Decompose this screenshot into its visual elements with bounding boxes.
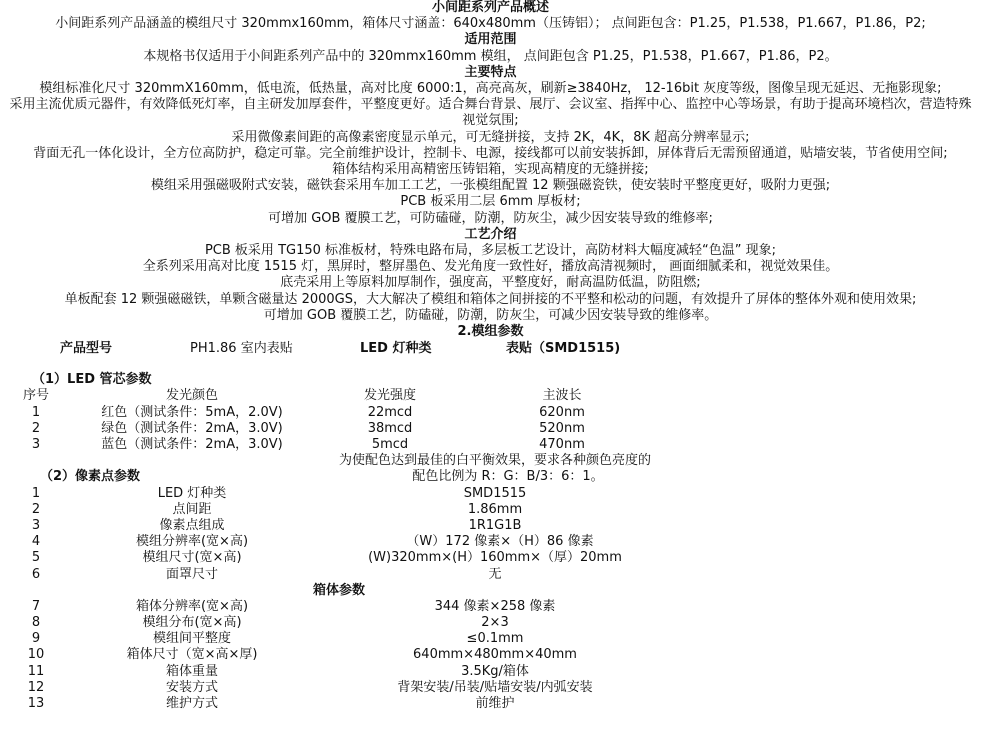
table-row	[12, 647, 969, 663]
cell-color: 红色（测试条件：5mA，2.0V)	[101, 404, 283, 420]
cell-index: 3	[31, 517, 41, 533]
cell-index: 5	[31, 550, 41, 566]
process-title: 工艺介绍	[464, 226, 517, 242]
col-header-index: 序号	[22, 388, 50, 404]
module-title: 2.模组参数	[457, 324, 524, 340]
cell-index: 13	[27, 696, 45, 711]
led-type-label: LED 灯种类	[360, 341, 432, 357]
col-header-color: 发光颜色	[165, 388, 219, 404]
feature-item: 采用微像素间距的高像素密度显示单元，可无缝拼接，支持 2K，4K，8K 超高分辨率显示;	[231, 129, 750, 145]
col-header-intensity: 发光强度	[363, 388, 417, 404]
table-row	[12, 421, 969, 437]
features-title: 主要特点	[464, 64, 517, 80]
cell-value: 344 像素×258 像素	[434, 598, 556, 614]
cell-index: 11	[27, 663, 45, 679]
process-item: 单板配套 12 颗强磁磁铁，单颗含磁量达 2000GS，大大解决了模组和箱体之间拼接的不平整和松动的问题，有效提升了屏体的整体外观和使用效果;	[64, 291, 917, 307]
cell-intensity: 38mcd	[367, 420, 413, 436]
cell-index: 6	[31, 566, 41, 582]
cell-param: 维护方式	[165, 696, 219, 711]
cell-wavelength: 520nm	[539, 420, 585, 436]
overview-text: 小间距系列产品涵盖的模组尺寸 320mmx160mm，箱体尺寸涵盖：640x480mm（压铸铝）； 点间距包含：P1.25，P1.538，P1.667，P1.86，P2;	[55, 16, 926, 32]
product-model-label: 产品型号	[60, 341, 113, 357]
cell-param: 面罩尺寸	[165, 566, 219, 582]
cell-value: 2×3	[481, 615, 509, 631]
table-row	[12, 486, 969, 502]
overview-title: 小间距系列产品概述	[431, 0, 549, 15]
cell-value: ≤0.1mm	[466, 631, 524, 647]
cell-index: 1	[31, 485, 41, 501]
cell-index: 3	[31, 437, 41, 452]
cell-index: 9	[31, 631, 41, 647]
product-model-value: PH1.86 室内表贴	[190, 341, 293, 357]
col-header-wavelength: 主波长	[542, 388, 582, 404]
overview-section	[0, 0, 981, 65]
cell-index: 2	[31, 420, 41, 436]
pixel-params-title: （2）像素点参数	[40, 469, 141, 485]
cell-param: 箱体分辨率(宽×高)	[135, 598, 249, 614]
feature-item: 背面无孔一体化设计，全方位高防护，稳定可靠。完全前维护设计，控制卡、电源，接线都可以前安装拆卸，屏体背后无需预留通道，贴墙安装，节省使用空间;	[33, 145, 948, 161]
feature-item: 可增加 GOB 覆膜工艺，可防磕碰，防潮，防灰尘，减少因安装导致的维修率;	[268, 210, 713, 226]
cell-value: 无	[488, 566, 502, 582]
cell-wavelength: 470nm	[539, 437, 585, 452]
cell-index: 1	[31, 404, 41, 420]
cell-param: 点间距	[172, 501, 212, 517]
cell-value: 1R1G1B	[468, 517, 522, 533]
table-row	[12, 502, 969, 518]
cell-value: (W)320mm×(H）160mm×（厚）20mm	[368, 550, 622, 566]
cell-value: 640mm×480mm×40mm	[413, 647, 577, 663]
cell-value: 1.86mm	[467, 501, 523, 517]
process-item: 底壳采用上等原料加厚制作，强度高，平整度好，耐高温防低温，防阻燃;	[280, 275, 701, 291]
feature-item: PCB 板采用二层 6mm 厚板材;	[400, 194, 581, 210]
process-section	[0, 227, 981, 324]
table-row	[12, 550, 969, 566]
feature-item: 采用主流优质元器件，有效降低死灯率，自主研发加厚套件，平整度更好。适合舞台背景、展厅、会议室、指挥中心、监控中心等场景，有助于提高环境档次，营造特殊视觉氛围;	[9, 97, 972, 129]
cell-param: 模组分布(宽×高)	[142, 615, 242, 631]
features-section	[0, 65, 981, 227]
color-ratio-note: 为使配色达到最佳的白平衡效果，要求各种颜色亮度的	[338, 453, 652, 469]
cell-param: 模组间平整度	[152, 631, 232, 647]
color-ratio-value: 配色比例为 R：G：B/3：6：1。	[412, 469, 604, 485]
cell-value: （W）172 像素×（H）86 像素	[406, 534, 594, 550]
table-row	[12, 615, 969, 631]
cell-intensity: 22mcd	[367, 404, 413, 420]
cell-index: 2	[31, 501, 41, 517]
cell-index: 10	[27, 647, 45, 663]
scope-text: 本规格书仅适用于小间距系列产品中的 320mmx160mm 模组， 点间距包含 P1.25，P1.538，P1.667，P1.86，P2。	[143, 48, 838, 64]
module-section	[0, 324, 981, 712]
cell-param: 模组分辨率(宽×高)	[135, 534, 249, 550]
cell-value: 3.5Kg/箱体	[461, 663, 529, 679]
cell-value: SMD1515	[463, 485, 527, 501]
cell-color: 蓝色（测试条件：2mA，3.0V)	[101, 437, 283, 452]
cell-wavelength: 620nm	[539, 404, 585, 420]
table-row	[12, 405, 969, 421]
cell-intensity: 5mcd	[371, 437, 409, 452]
feature-item: 模组采用强磁吸附式安装，磁铁套采用车加工工艺，一张模组配置 12 颗强磁瓷铁，使安装时平整度更好，吸附力更强;	[150, 178, 831, 194]
cell-index: 12	[27, 679, 45, 695]
scope-title: 适用范围	[464, 32, 517, 48]
table-row	[12, 696, 969, 712]
table-row	[12, 680, 969, 696]
table-row	[12, 664, 969, 680]
cell-param: 像素点组成	[159, 517, 225, 533]
process-item: PCB 板采用 TG150 标准板材，特殊电路布局，多层板工艺设计，高防材料大幅度减轻“色温” 现象;	[204, 243, 777, 259]
led-params-header	[12, 388, 969, 404]
cell-param: LED 灯种类	[157, 485, 227, 501]
process-item: 全系列采用高对比度 1515 灯，黑屏时，整屏墨色、发光角度一致性好，播放高清视频时， 画面细腻柔和，视觉效果佳。	[142, 259, 839, 275]
cell-param: 安装方式	[165, 679, 219, 695]
cell-param: 箱体重量	[165, 663, 219, 679]
feature-item: 箱体结构采用高精密压铸铝箱，实现高精度的无缝拼接;	[332, 162, 649, 178]
led-type-value: 表贴（SMD1515)	[506, 341, 621, 357]
cabinet-params-title: 箱体参数	[312, 582, 366, 598]
cell-value: 背架安装/吊装/贴墙安装/内弧安装	[397, 679, 593, 695]
process-item: 可增加 GOB 覆膜工艺，防磕碰，防潮，防灰尘，可减少因安装导致的维修率。	[263, 307, 718, 323]
cell-index: 8	[31, 615, 41, 631]
feature-item: 模组标准化尺寸 320mmX160mm，低电流，低热量，高对比度 6000:1，高亮高灰，刷新≥3840Hz， 12-16bit 灰度等级，图像呈现无延迟、无拖影现象;	[39, 81, 942, 97]
cell-index: 7	[31, 598, 41, 614]
table-row	[12, 631, 969, 647]
led-params-title: （1）LED 管芯参数	[32, 372, 152, 388]
table-row	[12, 437, 969, 453]
cell-index: 4	[31, 534, 41, 550]
table-row	[12, 599, 969, 615]
table-row	[12, 534, 969, 550]
cell-param: 模组尺寸(宽×高)	[142, 550, 242, 566]
cell-color: 绿色（测试条件：2mA，3.0V)	[101, 420, 283, 436]
cell-param: 箱体尺寸（宽×高×厚)	[126, 647, 258, 663]
cell-value: 前维护	[475, 696, 515, 711]
table-row	[12, 518, 969, 534]
table-row	[12, 567, 969, 583]
